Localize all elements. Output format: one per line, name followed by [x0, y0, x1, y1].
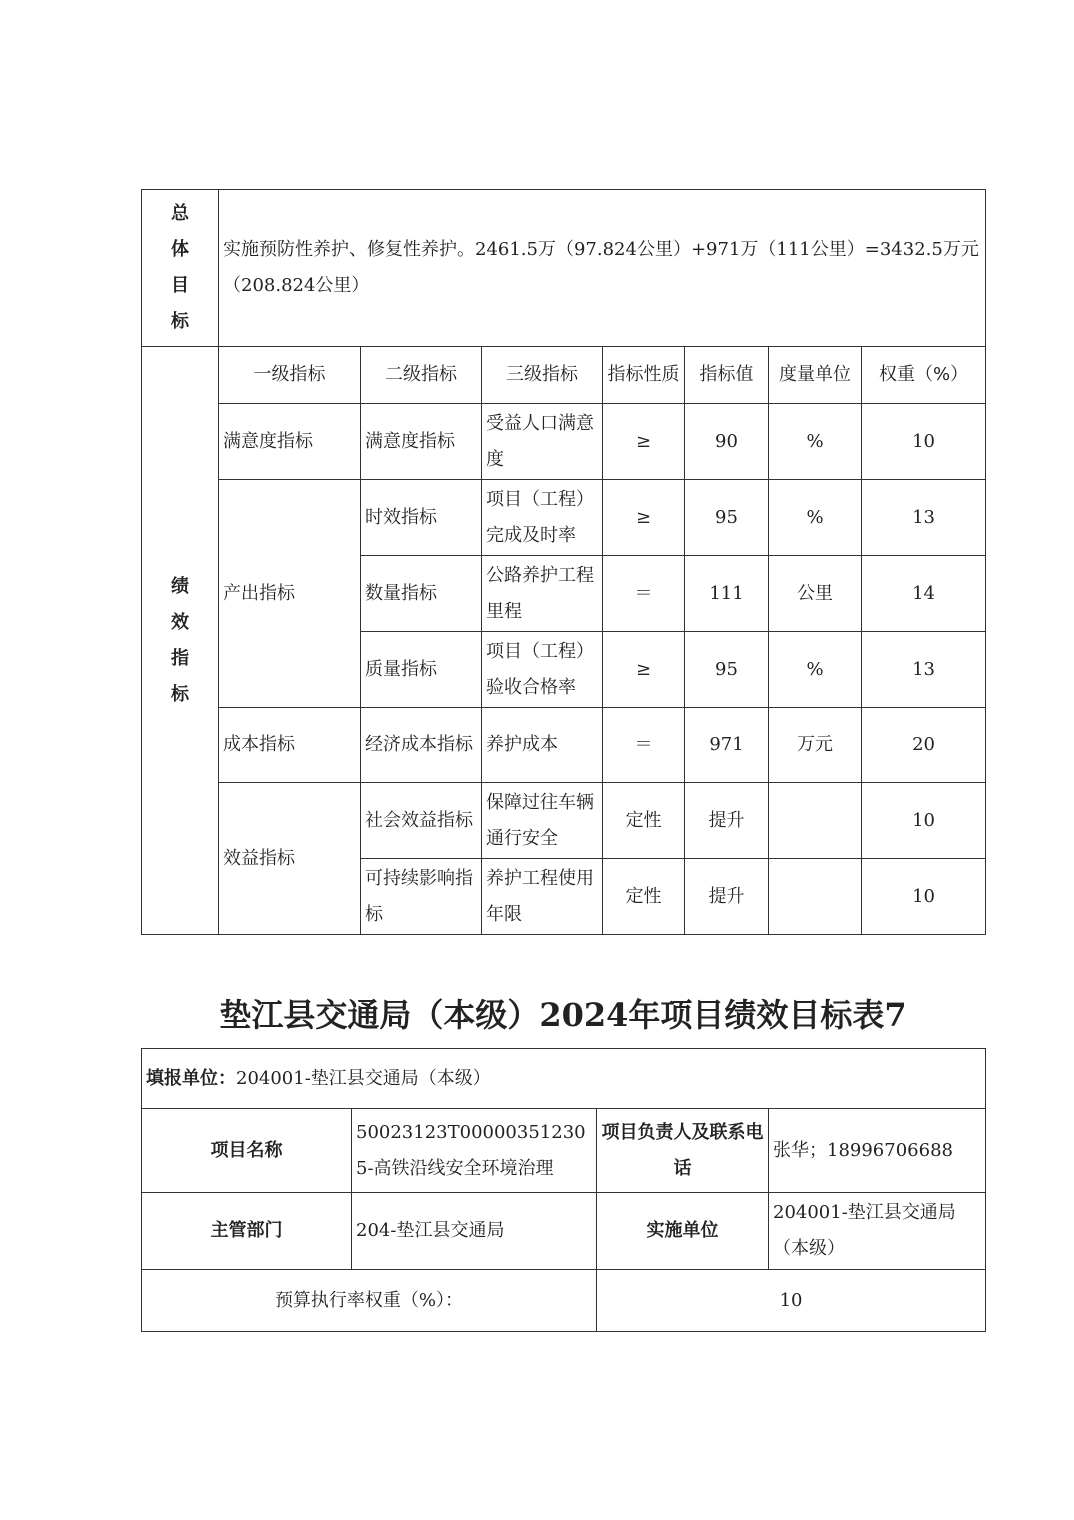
nature-cell: 定性 — [603, 859, 685, 935]
unit-cell: 万元 — [769, 708, 862, 783]
header-value: 指标值 — [685, 347, 769, 404]
weight-cell: 10 — [862, 783, 986, 859]
impl-label: 实施单位 — [597, 1193, 769, 1270]
perf-label: 绩 效 指 标 — [142, 347, 219, 935]
level1-cell: 效益指标 — [219, 783, 361, 935]
fill-unit-value: 204001-垫江县交通局（本级） — [236, 1067, 491, 1089]
nature-cell: ≥ — [603, 632, 685, 708]
goal-text: 实施预防性养护、修复性养护。2461.5万（97.824公里）+971万（111公里）=3432.5万元（208.824公里） — [219, 190, 986, 347]
unit-cell: % — [769, 632, 862, 708]
level3-cell: 养护成本 — [482, 708, 603, 783]
nature-cell: ≥ — [603, 480, 685, 556]
table-row — [142, 783, 986, 859]
unit-cell: % — [769, 404, 862, 480]
fill-unit-row — [142, 1049, 986, 1109]
page-title: 垫江县交通局（本级）2024年项目绩效目标表7 — [219, 996, 907, 1034]
level3-cell: 保障过往车辆通行安全 — [482, 783, 603, 859]
level2-cell: 可持续影响指标 — [361, 859, 482, 935]
impl-value: 204001-垫江县交通局（本级） — [769, 1193, 986, 1270]
level3-cell: 公路养护工程里程 — [482, 556, 603, 632]
table-row — [142, 708, 986, 783]
goal-label: 总 体 目 标 — [142, 190, 219, 347]
contact-value: 张华；18996706688 — [769, 1109, 986, 1193]
value-cell: 提升 — [685, 783, 769, 859]
header-weight: 权重（%） — [862, 347, 986, 404]
weight-cell: 10 — [862, 404, 986, 480]
header-unit: 度量单位 — [769, 347, 862, 404]
dept-label: 主管部门 — [142, 1193, 352, 1270]
weight-cell: 13 — [862, 632, 986, 708]
level1-cell: 成本指标 — [219, 708, 361, 783]
unit-cell — [769, 783, 862, 859]
value-cell: 111 — [685, 556, 769, 632]
value-cell: 90 — [685, 404, 769, 480]
project-name-label: 项目名称 — [142, 1109, 352, 1193]
dept-value: 204-垫江县交通局 — [352, 1193, 597, 1270]
weight-cell: 10 — [862, 859, 986, 935]
nature-cell: ＝ — [603, 708, 685, 783]
level2-cell: 社会效益指标 — [361, 783, 482, 859]
budget-label: 预算执行率权重（%）： — [142, 1270, 597, 1332]
value-cell: 95 — [685, 480, 769, 556]
table-row — [142, 404, 986, 480]
project-info-table — [141, 1048, 986, 1332]
level2-cell: 数量指标 — [361, 556, 482, 632]
level3-cell: 养护工程使用年限 — [482, 859, 603, 935]
performance-table — [141, 189, 986, 935]
header-nature: 指标性质 — [603, 347, 685, 404]
header-level2: 二级指标 — [361, 347, 482, 404]
nature-cell: ≥ — [603, 404, 685, 480]
fill-unit-label: 填报单位： — [146, 1067, 236, 1089]
unit-cell: 公里 — [769, 556, 862, 632]
contact-label: 项目负责人及联系电话 — [597, 1109, 769, 1193]
level3-cell: 项目（工程）验收合格率 — [482, 632, 603, 708]
header-level1: 一级指标 — [219, 347, 361, 404]
level3-cell: 项目（工程）完成及时率 — [482, 480, 603, 556]
value-cell: 提升 — [685, 859, 769, 935]
level2-cell: 质量指标 — [361, 632, 482, 708]
level1-cell: 产出指标 — [219, 480, 361, 708]
budget-value: 10 — [597, 1270, 986, 1332]
weight-cell: 20 — [862, 708, 986, 783]
weight-cell: 14 — [862, 556, 986, 632]
project-name-value: 50023123T000003512305-高铁沿线安全环境治理 — [352, 1109, 597, 1193]
unit-cell — [769, 859, 862, 935]
unit-cell: % — [769, 480, 862, 556]
table-row — [142, 480, 986, 556]
header-level3: 三级指标 — [482, 347, 603, 404]
nature-cell: 定性 — [603, 783, 685, 859]
level2-cell: 经济成本指标 — [361, 708, 482, 783]
level2-cell: 满意度指标 — [361, 404, 482, 480]
value-cell: 95 — [685, 632, 769, 708]
weight-cell: 13 — [862, 480, 986, 556]
level2-cell: 时效指标 — [361, 480, 482, 556]
value-cell: 971 — [685, 708, 769, 783]
level1-cell: 满意度指标 — [219, 404, 361, 480]
nature-cell: ＝ — [603, 556, 685, 632]
level3-cell: 受益人口满意度 — [482, 404, 603, 480]
